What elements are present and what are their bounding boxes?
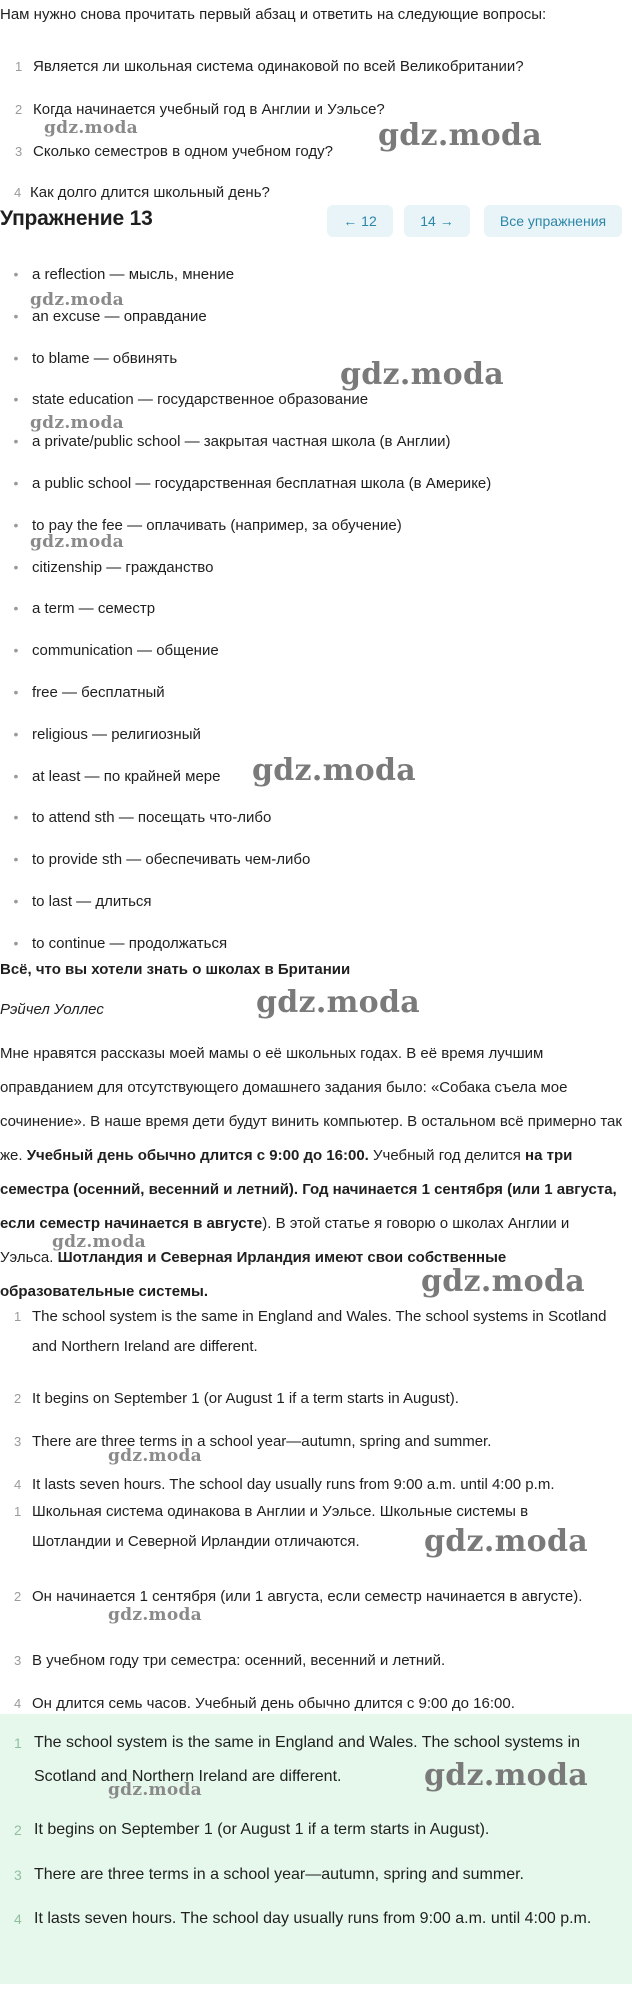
answer-text: It lasts seven hours. The school day usually runs from 9:00 a.m. until 4:00 p.m. — [34, 1910, 592, 1927]
question-text: Когда начинается учебный год в Англии и Уэльсе? — [33, 101, 385, 118]
vocab-item — [0, 807, 271, 828]
answer-number: 2 — [14, 1391, 22, 1406]
answer-number: 1 — [14, 1504, 22, 1519]
watermark-logo: gdz.moda — [378, 118, 543, 153]
question-text: Сколько семестров в одном учебном году? — [33, 143, 334, 160]
exercise-title: Упражнение 13 — [0, 207, 153, 230]
watermark-logo: gdz.moda — [421, 1264, 586, 1299]
question-number: 2 — [15, 102, 23, 117]
answer-text: Школьная система одинакова в Англии и Уэльсе. Школьные системы в Шотландии и Северной Ирландии отличаются. — [32, 1503, 529, 1550]
vocab-text: to continue — продолжаться — [32, 935, 228, 952]
answer-text: В учебном году три семестра: осенний, весенний и летний. — [32, 1652, 446, 1669]
vocab-text: to blame — обвинять — [32, 350, 178, 367]
question-item — [0, 100, 385, 120]
answer-text: It begins on September 1 (or August 1 if a term starts in August). — [32, 1390, 459, 1407]
watermark-logo: gdz.moda — [30, 532, 124, 552]
answer-number: 4 — [14, 1911, 22, 1927]
watermark-logo: gdz.moda — [30, 290, 124, 310]
answer-text: Он длится семь часов. Учебный день обычно длится с 9:00 до 16:00. — [32, 1695, 515, 1712]
watermark-logo: gdz.moda — [340, 357, 505, 392]
bullet-icon: • — [13, 809, 19, 825]
bullet-icon: • — [13, 391, 19, 407]
bullet-icon: • — [13, 768, 19, 784]
watermark-logo: gdz.moda — [108, 1446, 202, 1466]
answer-number: 2 — [14, 1822, 22, 1838]
vocab-text: a private/public school — закрытая частная школа (в Англии) — [32, 433, 451, 450]
bullet-icon: • — [13, 600, 19, 616]
answer-item — [0, 1470, 622, 1500]
final-answer-item — [0, 1813, 632, 1847]
watermark-logo: gdz.moda — [252, 753, 417, 788]
vocab-item — [0, 598, 155, 619]
vocab-text: free — бесплатный — [32, 684, 165, 701]
vocab-item — [0, 473, 491, 494]
answer-text: The school system is the same in England and Wales. The school systems in Scotland and Northern Ireland are different. — [34, 1734, 581, 1785]
vocab-item — [0, 348, 177, 369]
watermark-logo: gdz.moda — [424, 1524, 589, 1559]
vocab-item — [0, 431, 451, 452]
watermark-logo: gdz.moda — [256, 985, 421, 1020]
question-number: 3 — [15, 144, 23, 159]
answer-text: It begins on September 1 (or August 1 if a term starts in August). — [34, 1821, 490, 1838]
next-exercise-button[interactable]: 14 → — [404, 205, 470, 237]
answer-number: 1 — [14, 1735, 22, 1751]
bullet-icon: • — [13, 308, 19, 324]
watermark-logo: gdz.moda — [30, 413, 124, 433]
article-title: Всё, что вы хотели знать о школах в Британии — [0, 961, 351, 978]
bullet-icon: • — [13, 642, 19, 658]
watermark-logo: gdz.moda — [44, 118, 138, 138]
answer-item — [0, 1384, 622, 1414]
vocab-item — [0, 933, 227, 954]
bullet-icon: • — [13, 266, 19, 282]
question-item — [0, 183, 270, 203]
vocab-item — [0, 891, 152, 912]
vocab-text: communication — общение — [32, 642, 219, 659]
vocab-item — [0, 640, 219, 661]
watermark-logo: gdz.moda — [108, 1780, 202, 1800]
final-answer-item — [0, 1902, 632, 1936]
watermark-logo: gdz.moda — [424, 1758, 589, 1793]
answer-number: 1 — [14, 1309, 22, 1324]
watermark-logo: gdz.moda — [52, 1232, 146, 1252]
question-item — [0, 142, 333, 162]
prev-exercise-button[interactable]: ← 12 — [327, 205, 393, 237]
vocab-text: a public school — государственная бесплатная школа (в Америке) — [32, 475, 492, 492]
bullet-icon: • — [13, 350, 19, 366]
vocab-text: to provide sth — обеспечивать чем-либо — [32, 851, 311, 868]
answer-number: 3 — [14, 1434, 22, 1449]
vocab-text: an excuse — оправдание — [32, 308, 207, 325]
all-exercises-button[interactable]: Все упражнения — [484, 205, 622, 237]
vocab-item — [0, 766, 220, 787]
vocab-item — [0, 389, 368, 410]
final-answer-item — [0, 1858, 632, 1892]
answer-item — [0, 1302, 622, 1362]
answer-number: 3 — [14, 1653, 22, 1668]
vocab-text: a term — семестр — [32, 600, 156, 617]
vocab-item — [0, 849, 310, 870]
vocab-text: a reflection — мысль, мнение — [32, 266, 235, 283]
vocab-text: at least — по крайней мере — [32, 768, 221, 785]
answer-text: There are three terms in a school year—autumn, spring and summer. — [34, 1866, 524, 1883]
vocab-text: citizenship — гражданство — [32, 559, 214, 576]
bullet-icon: • — [13, 475, 19, 491]
bullet-icon: • — [13, 433, 19, 449]
answer-item-ru — [0, 1646, 622, 1676]
question-text: Как долго длится школьный день? — [30, 184, 270, 201]
answer-text: The school system is the same in England and Wales. The school systems in Scotland and Northern Ireland are different. — [32, 1308, 607, 1355]
article-author: Рэйчел Уоллес — [0, 1001, 104, 1018]
answer-number: 2 — [14, 1589, 22, 1604]
intro-text: Нам нужно снова прочитать первый абзац и ответить на следующие вопросы: — [0, 6, 547, 23]
bullet-icon: • — [13, 893, 19, 909]
question-number: 1 — [15, 59, 23, 74]
vocab-text: to last — длиться — [32, 893, 152, 910]
bullet-icon: • — [13, 559, 19, 575]
question-text: Является ли школьная система одинаковой по всей Великобритании? — [33, 58, 524, 75]
question-item — [0, 57, 524, 77]
bullet-icon: • — [13, 517, 19, 533]
vocab-item — [0, 682, 165, 703]
answer-text: It lasts seven hours. The school day usually runs from 9:00 a.m. until 4:00 p.m. — [32, 1476, 555, 1493]
vocab-text: to attend sth — посещать что-либо — [32, 809, 272, 826]
vocab-item — [0, 724, 201, 745]
answer-number: 4 — [14, 1696, 22, 1711]
answer-text: There are three terms in a school year—autumn, spring and summer. — [32, 1433, 492, 1450]
vocab-text: state education — государственное образование — [32, 391, 369, 408]
answer-number: 3 — [14, 1867, 22, 1883]
article-paragraph: Мне нравятся рассказы моей мамы о её школьных годах. В её время лучшим оправданием для отсутствующего домашнего задания было: «Собака съела мое сочинение». В наше время дети будут винить компьютер. В остальном всё примерно так же. Учебный день обычно длится с 9:00 до 16:00. Учебный год делится на три семестра (осенний, весенний и летний). Год начинается 1 сентября (или 1 августа, если семестр начинается в августе). В этой статье я говорю о школах Англии и Уэльса. Шотландия и Северная Ирландия имеют свои собственные образовательные системы. — [0, 1045, 622, 1300]
watermark-logo: gdz.moda — [108, 1605, 202, 1625]
bullet-icon: • — [13, 684, 19, 700]
vocab-item — [0, 557, 213, 578]
vocab-text: to pay the fee — оплачивать (например, за обучение) — [32, 517, 402, 534]
answer-item — [0, 1427, 622, 1457]
bullet-icon: • — [13, 726, 19, 742]
vocab-text: religious — религиозный — [32, 726, 201, 743]
question-number: 4 — [14, 185, 22, 200]
bullet-icon: • — [13, 935, 19, 951]
answer-text: Он начинается 1 сентября (или 1 августа, если семестр начинается в августе). — [32, 1588, 583, 1605]
answer-number: 4 — [14, 1477, 22, 1492]
bullet-icon: • — [13, 851, 19, 867]
vocab-item — [0, 264, 234, 285]
answer-item-ru — [0, 1582, 622, 1612]
